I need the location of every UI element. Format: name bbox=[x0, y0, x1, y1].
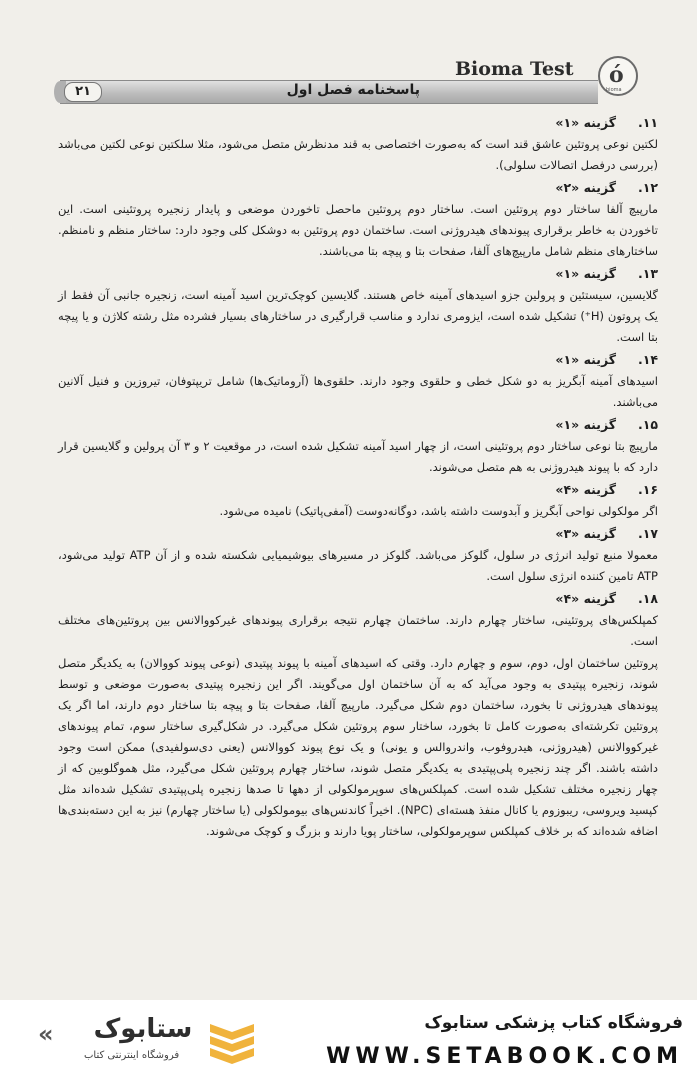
answer-number: ۱۲. bbox=[637, 180, 658, 195]
logo-subtext: bioma bbox=[606, 87, 622, 93]
answer-heading bbox=[58, 263, 658, 285]
answer-choice: گزینه «۱» bbox=[555, 266, 616, 281]
answer-number: ۱۶. bbox=[637, 482, 658, 497]
answer-item-15 bbox=[58, 414, 658, 478]
answer-choice: گزینه «۴» bbox=[555, 591, 616, 606]
answer-number: ۱۴. bbox=[637, 352, 658, 367]
answer-number: ۱۷. bbox=[637, 526, 658, 541]
answer-number: ۱۸. bbox=[637, 591, 658, 606]
answer-item-17 bbox=[58, 523, 658, 587]
answer-explanation: اسیدهای آمینه آبگریز به دو شکل خطی و حلقوی وجود دارند. حلقوی‌ها (آروماتیک‌ها) شامل تریپتوفان، تیروزین و فنیل آلانین می‌باشند. bbox=[58, 374, 658, 409]
answer-item-14 bbox=[58, 349, 658, 413]
answer-number: ۱۱. bbox=[637, 115, 658, 130]
answer-choice: گزینه «۴» bbox=[555, 482, 616, 497]
page-number: ۲۱ bbox=[64, 82, 102, 102]
answer-heading bbox=[58, 414, 658, 436]
answer-choice: گزینه «۲» bbox=[555, 180, 616, 195]
brand-name: Bioma Test bbox=[455, 58, 574, 80]
answer-heading bbox=[58, 349, 658, 371]
store-url[interactable]: WWW.SETABOOK.COM bbox=[326, 1044, 683, 1069]
answer-list bbox=[58, 112, 658, 843]
answer-choice: گزینه «۳» bbox=[555, 526, 616, 541]
logo-mark: ó bbox=[609, 62, 624, 88]
chapter-header-bar bbox=[60, 80, 598, 104]
answer-heading bbox=[58, 177, 658, 199]
setabook-logo-subtitle: فروشگاه اینترنتی کتاب bbox=[84, 1050, 180, 1061]
answer-item-11 bbox=[58, 112, 658, 176]
bioma-logo-icon bbox=[598, 56, 638, 96]
answer-explanation: کمپلکس‌های پروتئینی، ساختار چهارم دارند. ساختمان چهارم نتیجه برقراری پیوندهای غیرکووالانس بین پروتئین‌های مختلف است. bbox=[58, 613, 658, 648]
answer-item-12 bbox=[58, 177, 658, 262]
answer-explanation: لکتین نوعی پروتئین عاشق قند است که به‌صورت اختصاصی به قند مدنظرش متصل می‌شود، مثلا سلکتین نوعی لکتین می‌باشد (بررسی درفصل اتصالات سلولی). bbox=[58, 137, 658, 172]
answer-choice: گزینه «۱» bbox=[555, 352, 616, 367]
store-footer bbox=[0, 1000, 697, 1080]
answer-explanation: مارپیچ آلفا ساختار دوم پروتئین است. ساختار دوم پروتئین ماحصل تاخوردن موضعی و پایدار زنجیره پروتئینی است. این تاخوردن به خاطر برقراری پیوندهای هیدروژنی است. ساختمان دوم پروتئین به دوشکل کلی وجود دارد: ساختار منظم و نامنظم. ساختارهای منظم شامل مارپیچ‌های آلفا، صفحات بتا و پیچه بتا می‌باشند. bbox=[58, 202, 658, 258]
answer-explanation: معمولا منبع تولید انرژی در سلول، گلوکز می‌باشد. گلوکز در مسیرهای بیوشیمیایی شکسته شده و از آن ATP تولید می‌شود، ATP تامین کننده انرژی سلول است. bbox=[58, 548, 658, 583]
answer-item-13 bbox=[58, 263, 658, 348]
store-title: فروشگاه کتاب پزشکی ستابوک bbox=[424, 1013, 683, 1033]
answer-heading bbox=[58, 112, 658, 134]
double-chevron-left-icon: « bbox=[38, 1020, 54, 1048]
answer-explanation: اگر مولکولی نواحی آبگریز و آبدوست داشته باشد، دوگانه‌دوست (آمفی‌پاتیک) نامیده می‌شود. bbox=[219, 504, 658, 518]
answer-heading bbox=[58, 523, 658, 545]
answer-heading bbox=[58, 588, 658, 610]
setabook-logo-text: ستابوک bbox=[93, 1014, 193, 1044]
answer-number: ۱۵. bbox=[637, 417, 658, 432]
answer-choice: گزینه «۱» bbox=[555, 115, 616, 130]
answer-explanation: گلایسین، سیستئین و پرولین جزو اسیدهای آمینه خاص هستند. گلایسین کوچک‌ترین اسید آمینه است، زنجیره جانبی آن فقط از یک پروتون (H⁺) تشکیل شده است، ایزومری ندارد و مناسب قرارگیری در ساختارهای بسیار فشرده مثل رشته کلاژن و یا پیچه بتا است. bbox=[58, 288, 658, 344]
answer-item-18 bbox=[58, 588, 658, 842]
book-stack-emblem-icon bbox=[206, 1018, 258, 1064]
answer-explanation: مارپیچ بتا نوعی ساختار دوم پروتئینی است، از چهار اسید آمینه تشکیل شده است، در موقعیت ۲ و ۳ آن پرولین و گلایسین قرار دارد که با پیوند هیدروژنی به هم متصل می‌شوند. bbox=[58, 439, 659, 474]
answer-number: ۱۳. bbox=[637, 266, 658, 281]
chapter-title: پاسخنامه فصل اول bbox=[286, 82, 420, 98]
answer-heading bbox=[58, 479, 658, 501]
answer-choice: گزینه «۱» bbox=[555, 417, 616, 432]
answer-item-16 bbox=[58, 479, 658, 522]
answer-explanation-continued: پروتئین ساختمان اول، دوم، سوم و چهارم دارد. وقتی که اسیدهای آمینه با پیوند پپتیدی (نوعی پیوند کووالان) به یکدیگر متصل شوند، زنجیره پپتیدی به وجود می‌آید که به آن ساختمان اول می‌گویند. اگر این زنجیره پپتیدی به‌صورت موضعی و توسط پیوندهای هیدروژنی تا بخورد، ساختمان دوم شکل می‌گیرد. مارپیچ آلفا، صفحات بتا و پیچه بتا ساختار دوم دارند، اما اگر یک پروتئین تکرشته‌ای به‌صورت کامل تا بخورد، ساختار سوم پروتئین شکل می‌گیرد. در شکل‌گیری ساختار سوم، تمام پیوندهای غیرکووالانس (هیدروژنی، هیدروفوب، واندروالس و یونی) و یک نوع پیوند کووالانس (یعنی دی‌سولفیدی) ممکن است وجود داشته باشند. اگر چند زنجیره پلی‌پپتیدی به یکدیگر متصل شوند، ساختار چهارم پروتئین شکل می‌گیرد، مثل هموگلوبین که از چهار زنجیره مختلف تشکیل شده است. کمپلکس‌های سوپرمولکولی از دهها تا صدها زنجیره پلی‌پپتیدی تشکیل شده‌اند مثل کپسید ویروسی، ریبوزوم یا کانال منفذ هسته‌ای (NPC). اخیراً کاندنس‌های بیومولکولی (یا ساختار چهارم) نیز به این دسته‌بندی‌ها اضافه شده‌اند که بر خلاف کمپلکس سوپرمولکولی، ساختار پویا دارند و بزرگ و کوچک می‌شوند. bbox=[58, 656, 658, 838]
